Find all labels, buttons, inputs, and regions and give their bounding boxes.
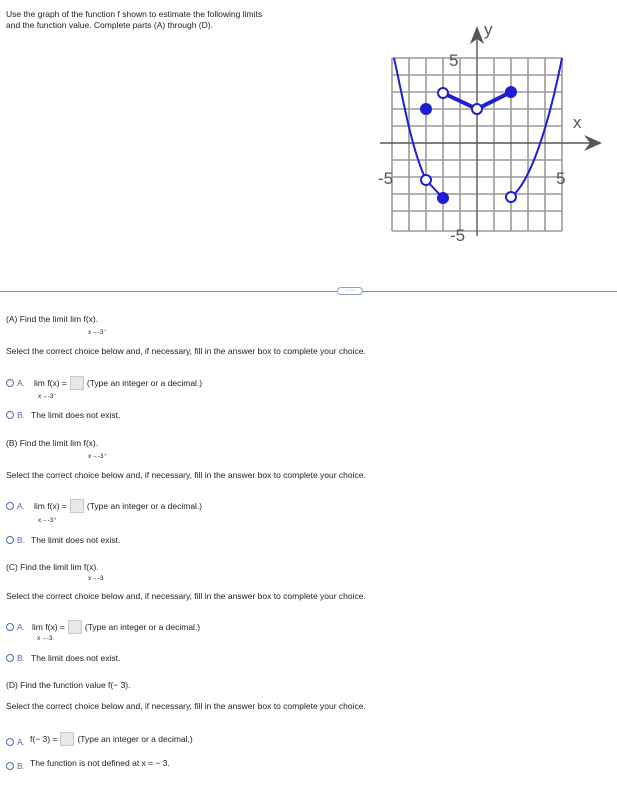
part-b-instruction: Select the correct choice below and, if necessary, fill in the answer box to complete your choice. [6, 470, 366, 480]
open-point-0 [472, 104, 482, 114]
part-d-instruction: Select the correct choice below and, if necessary, fill in the answer box to complete your choice. [6, 701, 366, 711]
x-axis-label: x [573, 113, 582, 132]
closed-point-neg2 [437, 192, 449, 204]
part-c-radio-a[interactable] [6, 623, 14, 631]
type-hint: (Type an integer or a decimal.) [84, 622, 201, 632]
x-tick-neg5: -5 [378, 169, 394, 188]
part-c-instruction: Select the correct choice below and, if necessary, fill in the answer box to complete your choice. [6, 591, 366, 601]
part-b-radio-a[interactable] [6, 502, 14, 510]
choice-letter: B. [17, 653, 26, 663]
more-button[interactable]: ···· [337, 287, 363, 295]
choice-text: The limit does not exist. [31, 653, 121, 663]
closed-point-neg3-4 [420, 103, 432, 115]
type-hint: (Type an integer or a decimal.) [77, 734, 193, 744]
choice-text: lim f(x) = [32, 622, 65, 632]
part-a-radio-b[interactable] [6, 411, 14, 419]
part-a-subscript: x→-3⁻ [88, 329, 107, 336]
choice-text: The limit does not exist. [31, 410, 121, 420]
part-b-choice-a[interactable] [6, 499, 202, 513]
part-b-subscript: x→-3⁺ [88, 453, 107, 460]
part-a-heading: (A) Find the limit lim f(x). [6, 314, 99, 324]
choice-letter: B. [17, 535, 26, 545]
part-b-choice-b[interactable] [6, 535, 120, 545]
part-a-answer-box[interactable] [70, 376, 84, 390]
function-graph [370, 18, 610, 243]
part-b-heading: (B) Find the limit lim f(x). [6, 438, 99, 448]
part-a-choice-a[interactable] [6, 376, 202, 390]
part-c-heading: (C) Find the limit lim f(x). [6, 562, 99, 572]
part-c-choice-subscript: x→-3 [37, 635, 53, 642]
part-d-choice-b[interactable] [6, 755, 170, 771]
part-b-radio-b[interactable] [6, 536, 14, 544]
section-divider [0, 291, 617, 292]
choice-text: The limit does not exist. [31, 535, 121, 545]
type-hint: (Type an integer or a decimal.) [86, 501, 203, 511]
choice-letter: A. [17, 501, 26, 511]
part-a-radio-a[interactable] [6, 379, 14, 387]
choice-text: lim f(x) = [34, 378, 67, 388]
choice-text: lim f(x) = [34, 501, 67, 511]
y-axis-label: y [484, 20, 493, 39]
y-tick-neg5: -5 [450, 226, 466, 243]
part-a-instruction: Select the correct choice below and, if necessary, fill in the answer box to complete your choice. [6, 346, 366, 356]
left-branch [394, 58, 426, 180]
part-d-heading: (D) Find the function value f(− 3). [6, 680, 131, 690]
part-d-answer-box[interactable] [60, 732, 74, 746]
part-a-choice-b[interactable] [6, 410, 120, 420]
choice-text: The function is not defined at x = − 3. [30, 758, 170, 768]
open-point-neg2 [438, 88, 448, 98]
part-a-choice-subscript: x→-3⁻ [38, 393, 57, 400]
intro-line-2: and the function value. Complete parts (A) through (D). [6, 20, 213, 30]
choice-text: f(− 3) = [30, 734, 58, 744]
closed-point-2 [505, 86, 517, 98]
open-point-neg3 [421, 175, 431, 185]
part-c-choice-a[interactable] [6, 620, 200, 634]
part-c-choice-b[interactable] [6, 653, 120, 663]
type-hint: (Type an integer or a decimal.) [86, 378, 203, 388]
choice-letter: B. [17, 761, 26, 771]
part-c-answer-box[interactable] [68, 620, 82, 634]
part-d-radio-a[interactable] [6, 738, 14, 746]
part-d-choice-a[interactable] [6, 731, 193, 747]
part-b-answer-box[interactable] [70, 499, 84, 513]
part-c-subscript: x→-3 [88, 575, 104, 582]
problem-intro [6, 9, 336, 31]
y-tick-5: 5 [449, 51, 459, 70]
choice-letter: A. [17, 378, 26, 388]
choice-letter: B. [17, 410, 26, 420]
open-point-2 [506, 192, 516, 202]
intro-line-1: Use the graph of the function f shown to estimate the following limits [6, 9, 263, 19]
choice-letter: A. [17, 737, 26, 747]
part-d-radio-b[interactable] [6, 762, 14, 770]
x-tick-5: 5 [556, 169, 566, 188]
right-branch [511, 58, 562, 197]
choice-letter: A. [17, 622, 26, 632]
part-c-radio-b[interactable] [6, 654, 14, 662]
part-b-choice-subscript: x→-3⁺ [38, 517, 57, 524]
